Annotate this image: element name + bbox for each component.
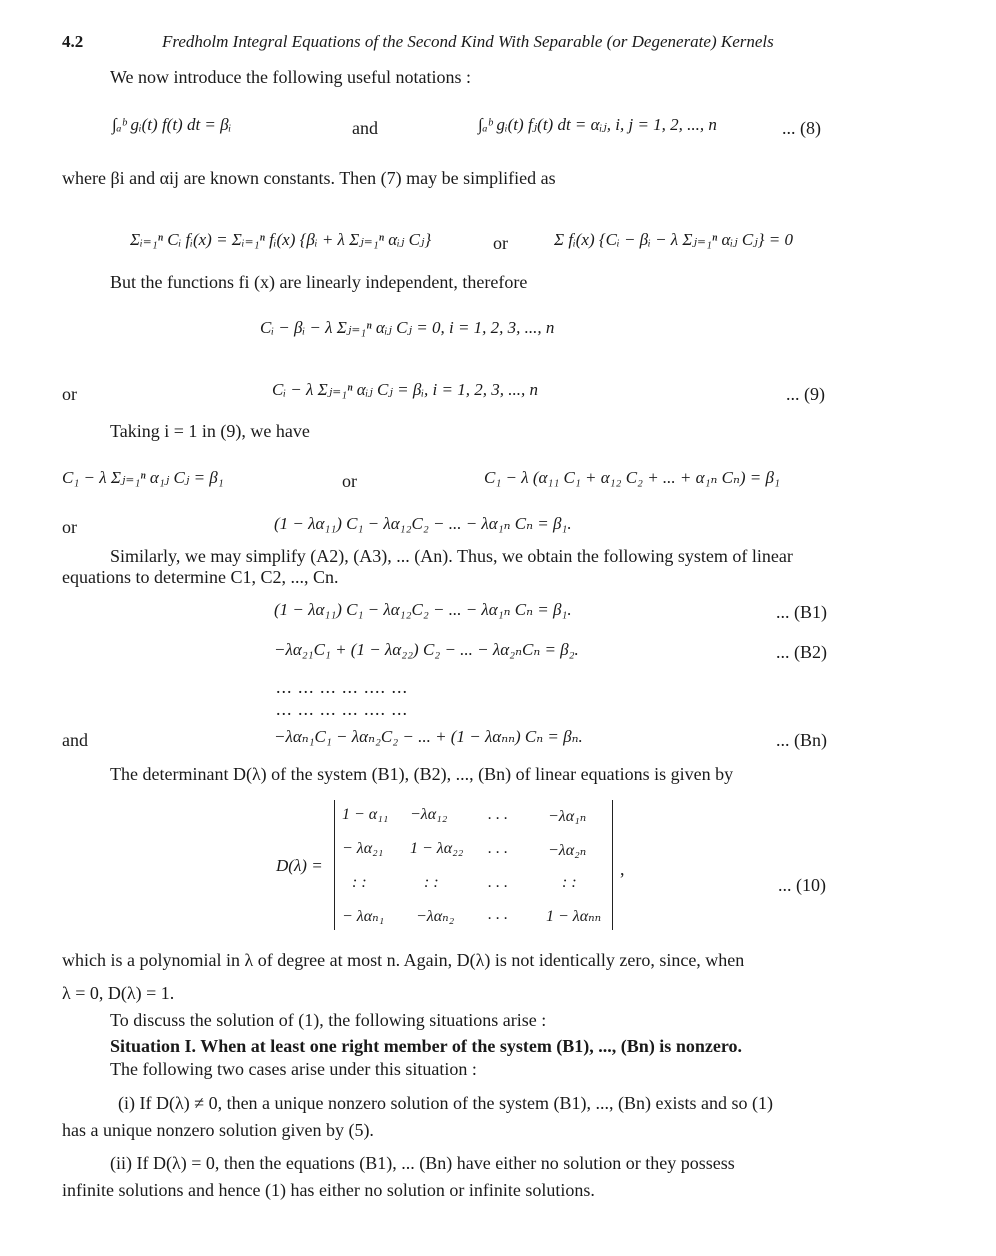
det-cell-r3c3: . . . [488, 874, 508, 891]
det-cell-r4c4: 1 − λαₙₙ [546, 908, 602, 925]
det-cell-r4c1: − λαₙ₁ [342, 908, 385, 925]
det-cell-r2c4: −λα₂ₙ [548, 842, 587, 859]
system-bn: −λαₙ₁C₁ − λαₙ₂C₂ − ... + (1 − λαₙₙ) Cₙ = βₙ. [274, 727, 583, 746]
eq8-label: ... (8) [782, 118, 821, 138]
polynomial-paragraph-line1: which is a polynomial in λ of degree at most n. Again, D(λ) is not identically zero, since, when [62, 950, 745, 970]
b1-label: ... (B1) [776, 602, 827, 622]
det-cell-r4c3: . . . [488, 906, 508, 923]
or-connector-1: or [493, 233, 508, 253]
case-i-line1: (i) If D(λ) ≠ 0, then a unique nonzero solution of the system (B1), ..., (Bn) exists and so (1) [118, 1093, 773, 1113]
det-cell-r2c2: 1 − λα₂₂ [410, 840, 464, 857]
and-connector: and [352, 118, 378, 138]
i1-equation-left: C₁ − λ Σⱼ₌₁ⁿ α₁ⱼ Cⱼ = β₁ [62, 468, 224, 487]
det-cell-r3c2: : : [424, 874, 439, 891]
i1-equation-right: C₁ − λ (α₁₁ C₁ + α₁₂ C₂ + ... + α₁ₙ Cₙ) = β₁ [484, 468, 780, 487]
det-cell-r2c1: − λα₂₁ [342, 840, 384, 857]
system-b2: −λα₂₁C₁ + (1 − λα₂₂) C₂ − ... − λα₂ₙCₙ = β₂. [274, 640, 579, 659]
system-dots-row-2: ... ... ... ... .... ... [276, 699, 408, 719]
system-dots-row-1: ... ... ... ... .... ... [276, 677, 408, 697]
determinant-lhs: D(λ) = [276, 856, 323, 875]
discuss-paragraph: To discuss the solution of (1), the following situations arise : [110, 1010, 547, 1030]
taking-paragraph: Taking i = 1 in (9), we have [110, 421, 310, 441]
determinant-comma: , [620, 859, 625, 879]
and-connector-2: and [62, 730, 88, 750]
determinant-paragraph: The determinant D(λ) of the system (B1), (B2), ..., (Bn) of linear equations is given by [110, 764, 734, 784]
det-cell-r3c1: : : [352, 874, 367, 891]
determinant-left-bar [334, 800, 335, 930]
det-cell-r1c1: 1 − α₁₁ [342, 806, 389, 823]
section-number: 4.2 [62, 32, 84, 51]
situation-heading: Situation I. When at least one right member of the system (B1), ..., (Bn) is nonzero. [110, 1036, 742, 1056]
intro-paragraph: We now introduce the following useful notations : [110, 67, 471, 87]
polynomial-paragraph-line2: λ = 0, D(λ) = 1. [62, 983, 175, 1003]
b2-label: ... (B2) [776, 642, 827, 662]
or-connector-3: or [342, 471, 357, 491]
linear-independence-equation: Cᵢ − βᵢ − λ Σⱼ₌₁ⁿ αᵢⱼ Cⱼ = 0, i = 1, 2, 3, ..., n [260, 318, 555, 337]
or-connector-4: or [62, 517, 77, 537]
or-connector-2: or [62, 384, 77, 404]
det-cell-r4c2: −λαₙ₂ [416, 908, 455, 925]
system-b1: (1 − λα₁₁) C₁ − λα₁₂C₂ − ... − λα₁ₙ Cₙ = β₁. [274, 600, 572, 619]
case-ii-line2: infinite solutions and hence (1) has either no solution or infinite solutions. [62, 1180, 595, 1200]
case-i-line2: has a unique nonzero solution given by (5). [62, 1120, 374, 1140]
det-cell-r1c4: −λα₁ₙ [548, 808, 587, 825]
case-ii-line1: (ii) If D(λ) = 0, then the equations (B1), ... (Bn) have either no solution or they possess [110, 1153, 735, 1173]
eq10-label: ... (10) [778, 875, 826, 895]
similarly-paragraph-line2: equations to determine C1, C2, ..., Cn. [62, 567, 339, 587]
bn-label: ... (Bn) [776, 730, 827, 750]
sum-equation-left: Σᵢ₌₁ⁿ Cᵢ fᵢ(x) = Σᵢ₌₁ⁿ fᵢ(x) {βᵢ + λ Σⱼ₌₁ⁿ αᵢⱼ Cⱼ} [130, 230, 432, 249]
integral-beta: ∫ₐᵇ gᵢ(t) f(t) dt = βᵢ [112, 115, 232, 134]
similarly-paragraph-line1: Similarly, we may simplify (A2), (A3), ... (An). Thus, we obtain the following system of linear [110, 546, 793, 566]
determinant-right-bar [612, 800, 613, 930]
integral-alpha: ∫ₐᵇ gᵢ(t) fⱼ(t) dt = αᵢⱼ, i, j = 1, 2, ..., n [478, 115, 717, 134]
running-title: Fredholm Integral Equations of the Second Kind With Separable (or Degenerate) Kernels [162, 32, 774, 51]
det-cell-r2c3: . . . [488, 840, 508, 857]
two-cases-paragraph: The following two cases arise under this situation : [110, 1059, 477, 1079]
det-cell-r1c2: −λα₁₂ [410, 806, 448, 823]
det-cell-r3c4: : : [562, 874, 577, 891]
eq9-label: ... (9) [786, 384, 825, 404]
sum-equation-right: Σ fᵢ(x) {Cᵢ − βᵢ − λ Σⱼ₌₁ⁿ αᵢⱼ Cⱼ} = 0 [554, 230, 793, 249]
det-cell-r1c3: . . . [488, 806, 508, 823]
where-paragraph: where βi and αij are known constants. Then (7) may be simplified as [62, 168, 556, 188]
equation-9: Cᵢ − λ Σⱼ₌₁ⁿ αᵢⱼ Cⱼ = βᵢ, i = 1, 2, 3, ..., n [272, 380, 538, 399]
but-paragraph: But the functions fi (x) are linearly independent, therefore [110, 272, 528, 292]
i1-expanded-equation: (1 − λα₁₁) C₁ − λα₁₂C₂ − ... − λα₁ₙ Cₙ = β₁. [274, 514, 572, 533]
